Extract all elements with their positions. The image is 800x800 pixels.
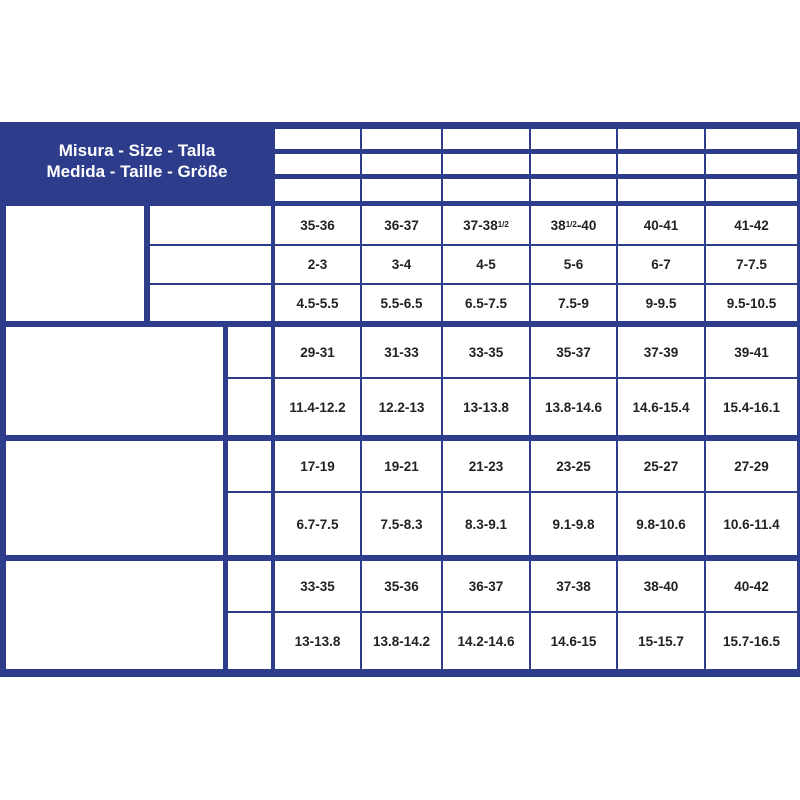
- value-cell: 9-9.5: [618, 285, 704, 321]
- header-cell: [618, 179, 704, 201]
- header-cell: [531, 179, 616, 201]
- shoe-label-line: [20, 229, 144, 247]
- header-cell: [531, 154, 616, 174]
- value-cell: 15.7-16.5: [706, 613, 797, 669]
- value-cell: 39-41: [706, 327, 797, 377]
- value-cell: 29-31: [275, 327, 360, 377]
- header-cell: [443, 129, 529, 149]
- knee-unit: [228, 327, 271, 377]
- shoe-unit: [150, 246, 271, 283]
- ankle-unit: [228, 493, 271, 555]
- shoe-label-line: [20, 299, 144, 317]
- value-cell: 37-38 1/2: [443, 206, 529, 244]
- ankle-label-line: [20, 477, 223, 495]
- value-cell: 35-36: [275, 206, 360, 244]
- value-cell: 40-42: [706, 561, 797, 611]
- value-cell: 25-27: [618, 441, 704, 491]
- ankle-label-line: [20, 495, 223, 513]
- knee-label-line: [20, 416, 223, 434]
- ankle-unit: [228, 441, 271, 491]
- value-cell: 38-40: [618, 561, 704, 611]
- value-cell: 37-39: [618, 327, 704, 377]
- value-cell: 13.8-14.6: [531, 379, 616, 435]
- value-cell: 8.3-9.1: [443, 493, 529, 555]
- ankle-label-line: [20, 442, 223, 460]
- length-label-line: [20, 650, 223, 668]
- length-label-line: [20, 615, 223, 633]
- value-cell: 7-7.5: [706, 246, 797, 283]
- knee-label-line: [20, 381, 223, 399]
- ankle-label: [6, 441, 223, 555]
- value-cell: 12.2-13: [362, 379, 441, 435]
- value-cell: 5.5-6.5: [362, 285, 441, 321]
- size-chart: [0, 122, 800, 677]
- value-cell: 9.8-10.6: [618, 493, 704, 555]
- shoe-unit: [150, 285, 271, 321]
- value-cell: 33-35: [443, 327, 529, 377]
- value-cell: 31-33: [362, 327, 441, 377]
- ankle-label-line: [20, 530, 223, 548]
- value-cell: 14.2-14.6: [443, 613, 529, 669]
- value-cell: 14.6-15.4: [618, 379, 704, 435]
- knee-label-line: [20, 346, 223, 364]
- header-cell: [362, 179, 441, 201]
- length-label-line: [20, 562, 223, 580]
- shoe-label-line: [20, 246, 144, 264]
- value-cell: 36-37: [362, 206, 441, 244]
- value-cell: 4-5: [443, 246, 529, 283]
- header-cell: [443, 154, 529, 174]
- value-cell: 13-13.8: [443, 379, 529, 435]
- value-cell: 3-4: [362, 246, 441, 283]
- value-cell: 33-35: [275, 561, 360, 611]
- shoe-label: [6, 206, 144, 321]
- header-cell: [362, 129, 441, 149]
- ankle-label-line: [20, 460, 223, 478]
- value-cell: 7.5-8.3: [362, 493, 441, 555]
- knee-label: [6, 327, 223, 435]
- header-cell: [275, 129, 360, 149]
- value-cell: 36-37: [443, 561, 529, 611]
- ankle-label-line: [20, 512, 223, 530]
- value-cell: 40-41: [618, 206, 704, 244]
- value-cell: 23-25: [531, 441, 616, 491]
- header-cell: [706, 179, 797, 201]
- value-cell: 4.5-5.5: [275, 285, 360, 321]
- value-cell: 6.7-7.5: [275, 493, 360, 555]
- value-cell: 13.8-14.2: [362, 613, 441, 669]
- value-cell: 6-7: [618, 246, 704, 283]
- value-cell: 15-15.7: [618, 613, 704, 669]
- length-label-line: [20, 632, 223, 650]
- value-cell: 27-29: [706, 441, 797, 491]
- shoe-label-line: [20, 281, 144, 299]
- length-unit: [228, 613, 271, 669]
- value-cell: 9.1-9.8: [531, 493, 616, 555]
- value-cell: 10.6-11.4: [706, 493, 797, 555]
- shoe-label-line: [20, 264, 144, 282]
- header-cell: [618, 129, 704, 149]
- knee-label-line: [20, 398, 223, 416]
- value-cell: 41-42: [706, 206, 797, 244]
- header-cell: [275, 154, 360, 174]
- length-label-line: [20, 580, 223, 598]
- value-cell: 7.5-9: [531, 285, 616, 321]
- value-cell: 11.4-12.2: [275, 379, 360, 435]
- value-cell: 15.4-16.1: [706, 379, 797, 435]
- value-cell: 5-6: [531, 246, 616, 283]
- knee-label-line: [20, 363, 223, 381]
- header-cell: [443, 179, 529, 201]
- knee-label-line: [20, 328, 223, 346]
- length-label: [6, 561, 223, 669]
- value-cell: 9.5-10.5: [706, 285, 797, 321]
- chart-title-line-1: Misura - Size - Talla: [58, 141, 216, 160]
- knee-unit: [228, 379, 271, 435]
- header-cell: [618, 154, 704, 174]
- header-cell: [706, 154, 797, 174]
- header-cell: [275, 179, 360, 201]
- header-cell: [706, 129, 797, 149]
- value-cell: 19-21: [362, 441, 441, 491]
- header-cell: [362, 154, 441, 174]
- value-cell: 2-3: [275, 246, 360, 283]
- value-cell: 37-38: [531, 561, 616, 611]
- value-cell: 35-36: [362, 561, 441, 611]
- length-label-line: [20, 597, 223, 615]
- value-cell: 14.6-15: [531, 613, 616, 669]
- shoe-unit: [150, 206, 271, 244]
- shoe-label-line: [20, 211, 144, 229]
- value-cell: 38 1/2 -40: [531, 206, 616, 244]
- chart-title-line-2: Medida - Taille - Größe: [46, 162, 228, 181]
- value-cell: 21-23: [443, 441, 529, 491]
- length-unit: [228, 561, 271, 611]
- header-cell: [531, 129, 616, 149]
- value-cell: 6.5-7.5: [443, 285, 529, 321]
- chart-title: [10, 140, 264, 182]
- value-cell: 13-13.8: [275, 613, 360, 669]
- value-cell: 35-37: [531, 327, 616, 377]
- value-cell: 17-19: [275, 441, 360, 491]
